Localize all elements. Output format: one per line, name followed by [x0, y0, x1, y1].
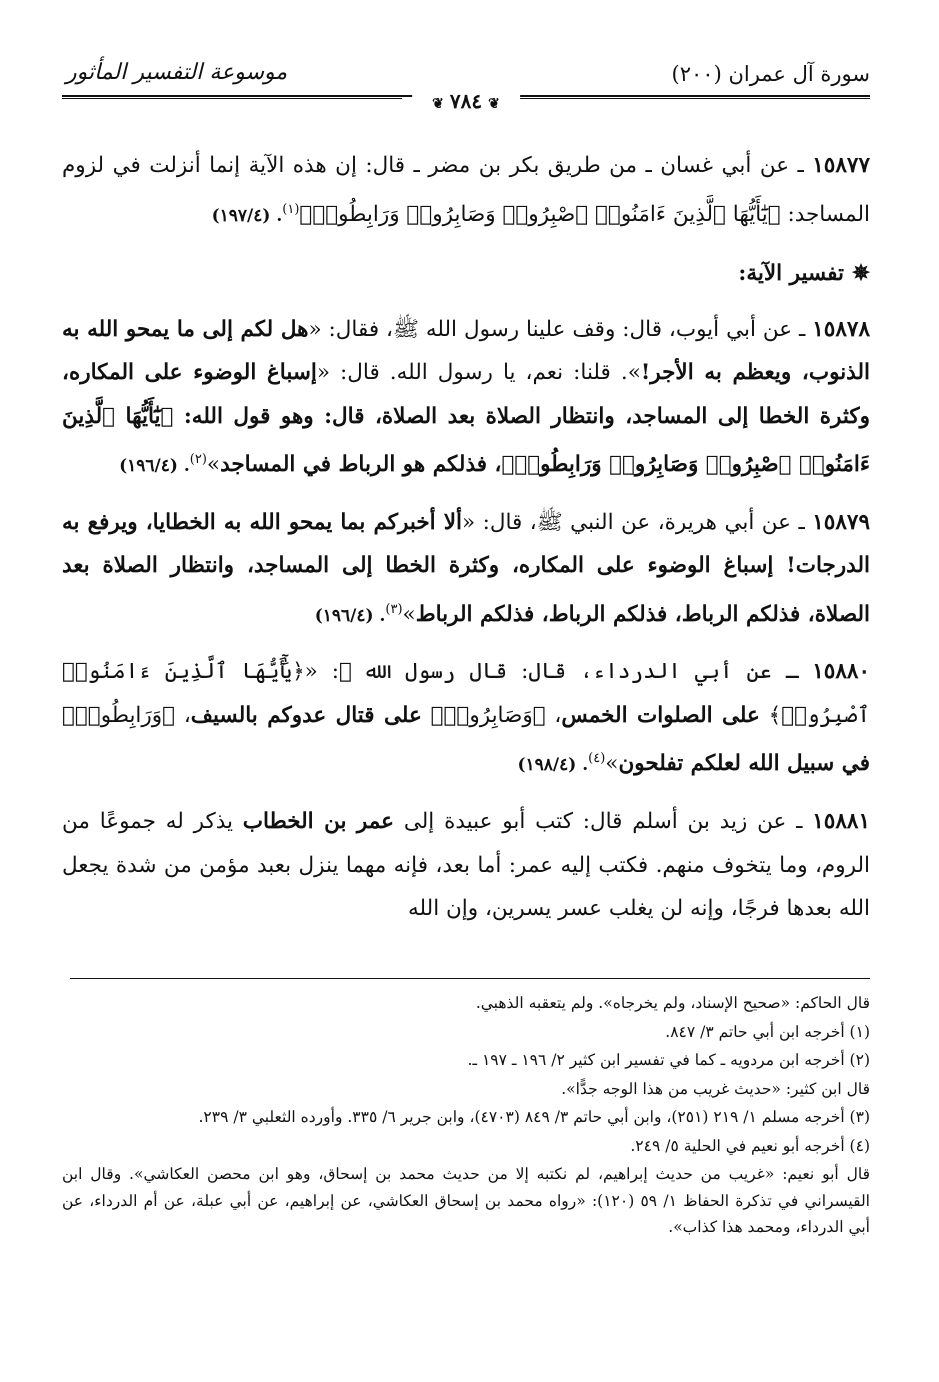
- entry-text: »: [605, 751, 619, 777]
- entry-text: ». قلنا: نعم، يا رسول الله. قال: «: [316, 360, 641, 386]
- surah-title: سورة آل عمران (٢٠٠): [671, 62, 870, 86]
- entry-text: يذكر له جموعًا من الروم، وما يتخوف منهم. فكتب إليه عمر: أما بعد، فإنه مهما ينزل بعبد مؤمن من شدة يجعل الله بعدها فرجًا، وإنه لن يغلب عسر يسرين، وإن الله: [62, 809, 870, 922]
- footnote-mark: (٢): [189, 452, 207, 468]
- page-number-text: ٧٨٤: [449, 89, 483, 113]
- entry-15880: [62, 650, 870, 788]
- entry-text: ـ عن أبي غسان ـ من طريق بكر بن مضر ـ قال: إن هذه الآية إنما أنزلت في لزوم المساجد: ﴿يَٰٓأَيُّهَا ٱلَّذِينَ ءَامَنُوا۟ ٱصْبِرُوا۟ وَصَابِرُوا۟ وَرَابِطُوا۟﴾: [62, 153, 870, 227]
- footnote: قال الحاكم: «صحيح الإسناد، ولم يخرجاه». ولم يتعقبه الذهبي.: [475, 994, 870, 1012]
- hadith-text: على الصلوات الخمس: [561, 702, 760, 728]
- entry-number: ١٥٨٨٠: [812, 659, 870, 685]
- person-name: عمر بن الخطاب: [242, 809, 395, 835]
- entry-text: »: [402, 601, 416, 627]
- footnote: (١) أخرجه ابن أبي حاتم ٣/ ٨٤٧.: [665, 1022, 870, 1041]
- footnote: (٣) أخرجه مسلم ١/ ٢١٩ (٢٥١)، وابن أبي حاتم ٣/ ٨٤٩ (٤٧٠٣)، وابن جرير ٦/ ٣٣٥. وأورده الثعلبي ٣/ ٢٣٩.: [198, 1108, 870, 1126]
- page-number: [412, 89, 520, 113]
- entry-text: ـ عن زيد بن أسلم قال: كتب أبو عبيدة إلى: [394, 809, 813, 835]
- hadith-text: ألا أخبركم بما يمحو الله به الخطايا، ويرفع به الدرجات! إسباغ الوضوء على المكاره، وكثرة الخطا إلى المساجد، وانتظار الصلاة بعد الصلاة، فذلكم الرباط، فذلكم الرباط، فذلكم الرباط: [62, 509, 870, 627]
- entry-number: ١٥٨٧٩: [812, 509, 870, 535]
- entry-text: ـ عن أبي أيوب، قال: وقف علينا رسول الله ﷺ، فقال: «: [308, 316, 813, 342]
- divider-right: [520, 98, 870, 99]
- footnote-mark: (٤): [588, 751, 606, 767]
- ornament-icon: ❦: [488, 96, 500, 112]
- section-heading: [62, 252, 870, 296]
- page: [62, 56, 870, 1356]
- volume-ref: . (١٩٦/٤): [119, 456, 190, 477]
- footnote: (٢) أخرجه ابن مردويه ـ كما في تفسير ابن كثير ٢/ ١٩٦ ـ ١٩٧ ـ.: [467, 1051, 870, 1069]
- footnote-mark: (٣): [385, 601, 403, 617]
- footnote: قال ابن كثير: «حديث غريب من هذا الوجه جدًّا».: [561, 1079, 870, 1098]
- entry-text: ، ﴿وَصَابِرُوا۟﴾: [421, 702, 562, 728]
- footnotes: [62, 990, 870, 1243]
- section-title: تفسير الآية:: [738, 261, 844, 287]
- entry-text: ـ عن أبي الدرداء، قال: قال رسول الله ﷺ: «﴿يَٰٓأَيُّهَا ٱلَّذِينَ ءَامَنُوا۟ ٱصْبِرُوا۟﴾: [62, 659, 871, 728]
- volume-ref: . (١٩٨/٤): [517, 755, 589, 776]
- footnote-separator: [70, 978, 870, 979]
- hadith-text: هل لكم إلى ما يمحو الله به الذنوب، ويعظم به الأجر!: [62, 316, 870, 386]
- entry-number: ١٥٨٧٧: [812, 153, 870, 178]
- footnote: قال أبو نعيم: «غريب من حديث إبراهيم، لم نكتبه إلا من حديث محمد بن إسحاق، وهو ابن محصن العكاشي». وقال ابن القيسراني في تذكرة الحفاظ ١/ ٥٩ (١٢٠): «رواه محمد بن إسحاق العكاشي، عن إبراهيم، عن أبي عبلة، عن أم الدرداء، عن أبي الدرداء، ومحمد هذا كذاب».: [62, 1165, 870, 1236]
- entry-15879: [62, 501, 870, 639]
- divider-left: [62, 98, 402, 99]
- ornament-icon: ❦: [432, 96, 444, 112]
- entry-text: »: [206, 452, 221, 478]
- volume-ref: . (١٩٦/٤): [314, 605, 386, 626]
- entry-text: ، ﴿وَرَابِطُوا۟﴾: [62, 702, 191, 728]
- footnote-mark: (١): [282, 201, 300, 217]
- entry-15881: [62, 800, 870, 931]
- entry-number: ١٥٨٧٨: [812, 316, 870, 342]
- hadith-text: إسباغ الوضوء على المكاره، وكثرة الخطا إلى المساجد، وانتظار الصلاة بعد الصلاة، قال: وهو قول الله: ﴿يَٰٓأَيُّهَا ٱلَّذِينَ ءَامَنُوا۟ ٱصْبِرُوا۟ وَصَابِرُوا۟ وَرَابِطُوا۟﴾، فذلكم هو الرباط في المساجد: [62, 360, 870, 478]
- flower-icon: ✵: [851, 261, 870, 287]
- entry-text: ـ عن أبي هريرة، عن النبي ﷺ، قال: «: [461, 509, 813, 535]
- footnote: (٤) أخرجه أبو نعيم في الحلية ٥/ ٢٤٩.: [630, 1136, 870, 1155]
- hadith-text: على قتال عدوكم بالسيف: [190, 702, 422, 728]
- entry-15877: [62, 144, 870, 238]
- main-text: [62, 144, 870, 943]
- entry-15878: [62, 308, 870, 489]
- book-title: موسوعة التفسير المأثور: [66, 60, 288, 85]
- hadith-text: في سبيل الله لعلكم تفلحون: [618, 751, 870, 777]
- volume-ref: . (١٩٧/٤): [211, 205, 283, 226]
- entry-number: ١٥٨٨١: [812, 809, 870, 835]
